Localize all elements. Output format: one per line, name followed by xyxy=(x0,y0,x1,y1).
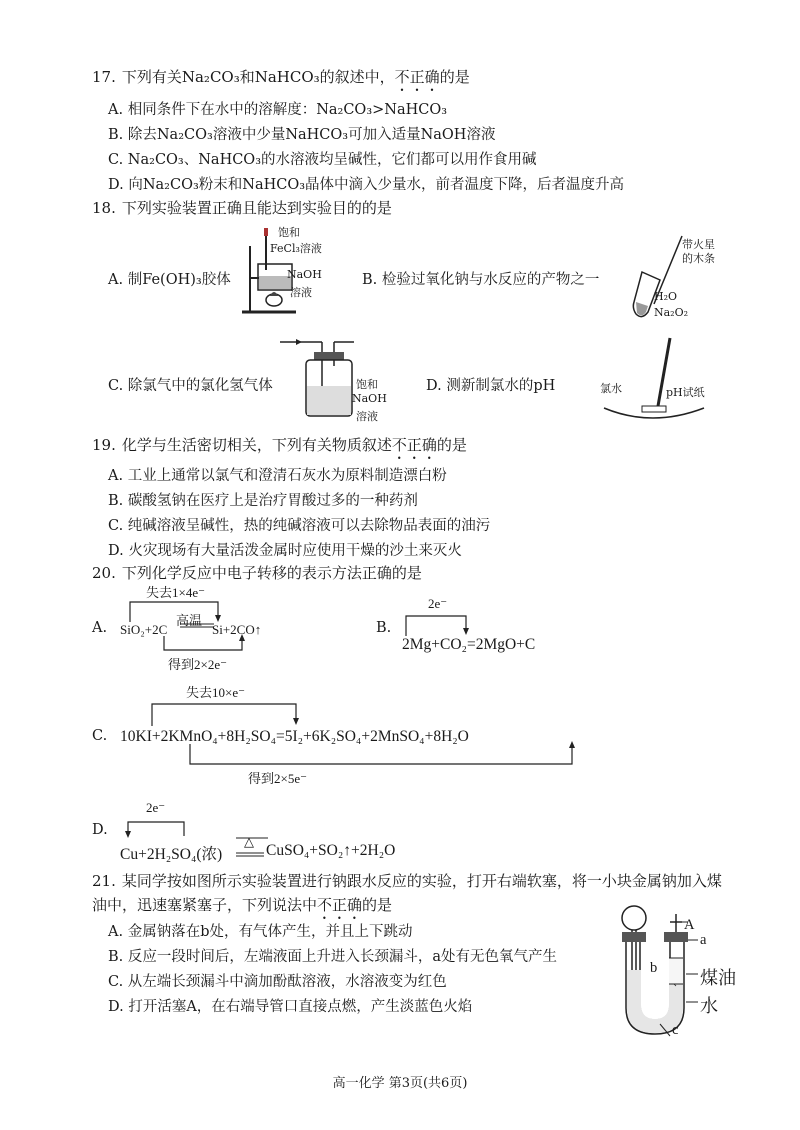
fig-b-label-h2o: H₂O xyxy=(654,290,678,303)
fig-d-label-paper: pH试纸 xyxy=(666,386,705,399)
q20d-electron-text: 2e⁻ xyxy=(146,800,166,815)
fig-c-label-1: 饱和 xyxy=(356,378,378,391)
q17-option-b: B. 除去Na₂CO₃溶液中少量NaHCO₃可加入适量NaOH溶液 xyxy=(108,127,496,143)
fig-b-label-na2o2: Na₂O₂ xyxy=(654,306,689,319)
q20b-equation: 2Mg+CO₂=2MgO+C xyxy=(402,636,536,653)
q19-option-d: D. 火灾现场有大量活泼金属时应使用干燥的沙土来灭火 xyxy=(108,543,462,559)
q20a-condition: 高温 xyxy=(176,613,203,628)
q20a-right-side: Si+2CO↑ xyxy=(212,622,262,637)
q21-fig-label-a: a xyxy=(700,932,707,948)
q20-option-b-label: B. xyxy=(376,620,392,636)
q17-option-d: D. 向Na₂CO₃粉末和NaHCO₃晶体中滴入少量水，前者温度下降，后者温度升高 xyxy=(108,177,625,193)
q20-option-d-label: D. xyxy=(92,822,108,838)
q20d-equals-line xyxy=(236,852,266,858)
q18-option-a: A. 制Fe(OH)₃胶体 xyxy=(108,272,231,288)
q21-option-a: A. 金属钠落在b处，有气体产生，并且上下跳动 xyxy=(108,924,413,940)
q20b-electron-text: 2e⁻ xyxy=(428,596,448,611)
q18-figure-c-wash-bottle xyxy=(278,334,368,424)
fig-b-label-2: 的木条 xyxy=(682,252,715,265)
q20b-electron-arrow xyxy=(400,612,480,638)
q21-fig-label-c: c xyxy=(672,1022,679,1038)
question-21-stem-line1: 21. 某同学按如图所示实验装置进行钠跟水反应的实验，打开右端软塞，将一小块金属钠加入煤 xyxy=(92,872,722,890)
fig-a-label-top: 饱和 xyxy=(278,226,300,239)
q18-option-c: C. 除氯气中的氯化氢气体 xyxy=(108,378,273,394)
q17-option-a: A. 相同条件下在水中的溶解度：Na₂CO₃>NaHCO₃ xyxy=(108,102,448,118)
q17-option-c: C. Na₂CO₃、NaHCO₃的水溶液均呈碱性，它们都可以用作食用碱 xyxy=(108,152,537,168)
q20d-electron-arrow xyxy=(118,818,198,842)
q21-option-d: D. 打开活塞A，在右端导管口直接点燃，产生淡蓝色火焰 xyxy=(108,999,473,1015)
q21-fig-label-oil: 煤油 xyxy=(700,968,736,989)
q20a-left-side: SiO₂+2C xyxy=(120,622,168,637)
fig-c-label-2: NaOH xyxy=(352,392,387,405)
q19-option-a: A. 工业上通常以氯气和澄清石灰水为原料制造漂白粉 xyxy=(108,468,447,484)
q21-option-c: C. 从左端长颈漏斗中滴加酚酞溶液，水溶液变为红色 xyxy=(108,974,447,990)
q18-option-b: B. 检验过氧化钠与水反应的产物之一 xyxy=(362,272,600,288)
q21-fig-label-A: A xyxy=(684,917,695,933)
q20a-lose-text: 失去1×4e⁻ xyxy=(146,585,205,600)
q19-option-b: B. 碳酸氢钠在医疗上是治疗胃酸过多的一种药剂 xyxy=(108,493,418,509)
q20c-lose-text: 失去10×e⁻ xyxy=(186,685,245,700)
question-21-stem-line2: 油中，迅速塞紧塞子，下列说法中不正确的是 xyxy=(92,896,393,914)
q20-option-a-label: A. xyxy=(92,620,108,636)
fig-a-label-mid: FeCl₃溶液 xyxy=(270,242,322,255)
q21-fig-label-b: b xyxy=(650,960,658,976)
fig-b-label-1: 带火星 xyxy=(682,238,715,251)
question-20-stem: 20. 下列化学反应中电子转移的表示方法正确的是 xyxy=(92,564,422,582)
question-19-stem: 19. 化学与生活密切相关，下列有关物质叙述不正确的是 xyxy=(92,436,467,454)
q20d-right-side: CuSO₄+SO₂↑+2H₂O xyxy=(266,842,396,859)
q21-option-b: B. 反应一段时间后，左端液面上升进入长颈漏斗，a处有无色氧气产生 xyxy=(108,949,558,965)
fig-d-label-water: 氯水 xyxy=(600,382,622,395)
q20c-equation: 10KI+2KMnO₄+8H₂SO₄=5I₂+6K₂SO₄+2MnSO₄+8H₂O xyxy=(120,728,469,745)
fig-a-label-solution: 溶液 xyxy=(290,286,312,299)
page-footer: 高一化学 第3页(共6页) xyxy=(332,1076,468,1091)
question-number: 17. xyxy=(92,68,116,86)
q20-option-c-label: C. xyxy=(92,728,108,744)
q18-option-d: D. 测新制氯水的pH xyxy=(426,378,556,394)
fig-c-label-3: 溶液 xyxy=(356,410,378,423)
question-18-stem: 18. 下列实验装置正确且能达到实验目的的是 xyxy=(92,199,392,217)
question-17-stem: 17. 下列有关Na₂CO₃和NaHCO₃的叙述中，不正确的是 xyxy=(92,68,470,86)
q20c-gain-text: 得到2×5e⁻ xyxy=(248,771,307,786)
q20d-condition: △ xyxy=(244,834,254,849)
q19-option-c: C. 纯碱溶液呈碱性，热的纯碱溶液可以去除物品表面的油污 xyxy=(108,518,491,534)
q21-fig-label-water: 水 xyxy=(700,996,718,1017)
fig-a-label-naoh: NaOH xyxy=(287,268,322,281)
q20d-left-side: Cu+2H₂SO₄(浓) xyxy=(120,846,223,863)
q20a-gain-text: 得到2×2e⁻ xyxy=(168,657,227,672)
